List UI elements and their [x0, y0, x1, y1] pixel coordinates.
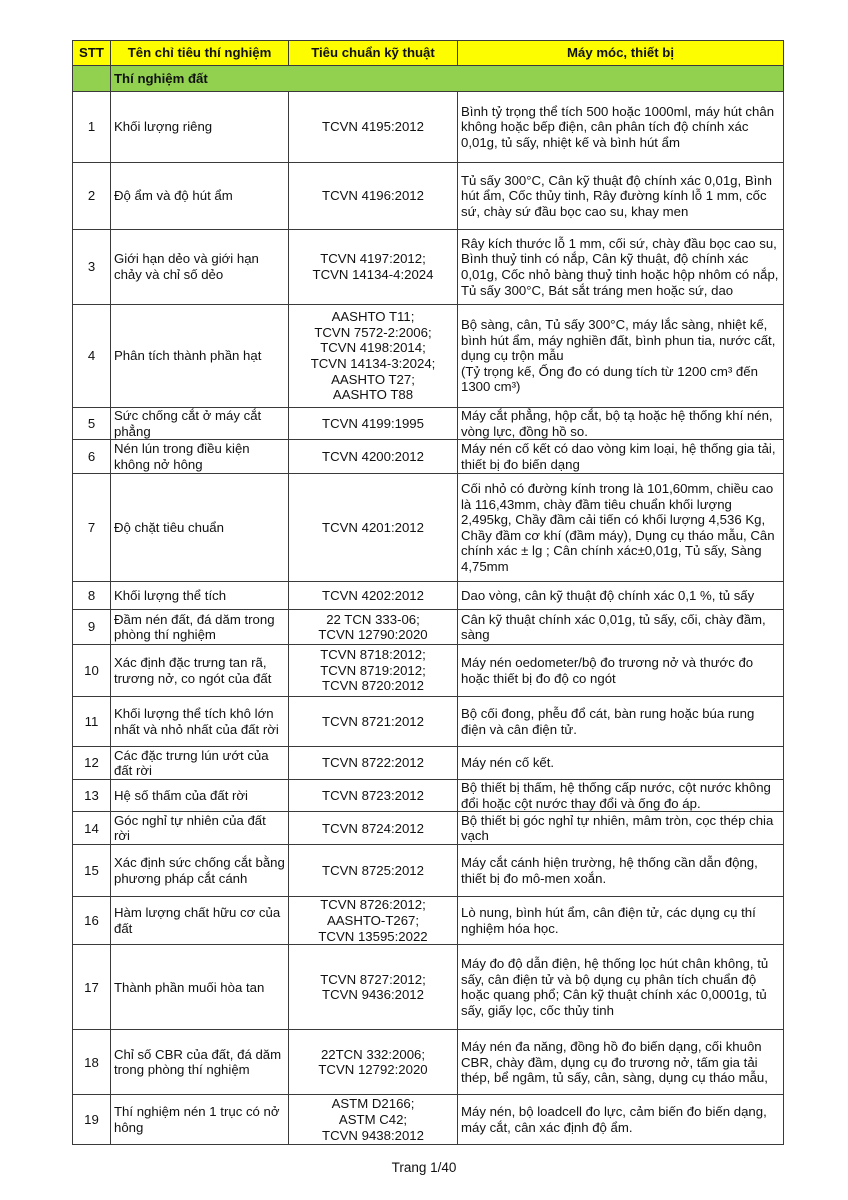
standard-cell: 22 TCN 333-06; TCVN 12790:2020 — [289, 610, 458, 645]
table-row — [73, 812, 784, 845]
test-name-cell: Xác định đặc trưng tan rã, trương nở, co ngót của đất — [111, 645, 289, 697]
equipment-cell: Máy cắt phẳng, hộp cắt, bộ tạ hoặc hệ thống khí nén, vòng lực, đồng hồ so. — [458, 408, 784, 440]
table-row — [73, 697, 784, 747]
standard-cell: TCVN 4199:1995 — [289, 408, 458, 440]
table-row — [73, 408, 784, 440]
table-row — [73, 610, 784, 645]
table-row — [73, 780, 784, 812]
test-name-cell: Xác định sức chống cắt bằng phương pháp cắt cánh — [111, 845, 289, 897]
stt-cell: 9 — [73, 610, 111, 645]
standard-cell: TCVN 8718:2012; TCVN 8719:2012; TCVN 8720:2012 — [289, 645, 458, 697]
table-row — [73, 1095, 784, 1145]
test-name-cell: Sức chống cắt ở máy cắt phẳng — [111, 408, 289, 440]
equipment-cell: Dao vòng, cân kỹ thuật độ chính xác 0,1 %, tủ sấy — [458, 582, 784, 610]
table-row — [73, 897, 784, 945]
standard-cell: 22TCN 332:2006; TCVN 12792:2020 — [289, 1030, 458, 1095]
stt-cell: 17 — [73, 945, 111, 1030]
stt-cell: 19 — [73, 1095, 111, 1145]
standard-cell: ASTM D2166; ASTM C42; TCVN 9438:2012 — [289, 1095, 458, 1145]
test-name-cell: Góc nghỉ tự nhiên của đất rời — [111, 812, 289, 845]
test-name-cell: Độ ẩm và độ hút ẩm — [111, 163, 289, 230]
header-stt: STT — [73, 41, 111, 66]
stt-cell: 3 — [73, 230, 111, 305]
test-name-cell: Khối lượng riêng — [111, 92, 289, 163]
stt-cell: 7 — [73, 474, 111, 582]
equipment-cell: Tủ sấy 300°C, Cân kỹ thuật độ chính xác 0,01g, Bình hút ẩm, Cốc thủy tinh, Rây đường kính lỗ 1 mm, cốc sứ, chày sứ đầu bọc cao su, khay men — [458, 163, 784, 230]
standard-cell: TCVN 8721:2012 — [289, 697, 458, 747]
page-number: Trang 1/40 — [391, 1160, 457, 1175]
test-name-cell: Hệ số thấm của đất rời — [111, 780, 289, 812]
standard-cell: TCVN 4202:2012 — [289, 582, 458, 610]
standard-cell: TCVN 4195:2012 — [289, 92, 458, 163]
test-name-cell: Các đặc trưng lún ướt của đất rời — [111, 747, 289, 780]
equipment-cell: Máy đo độ dẫn điện, hệ thống lọc hút chân không, tủ sấy, cân điện tử và bộ dụng cụ phân tích chuẩn độ hoặc quang phổ; Cân kỹ thuật chính xác 0,0001g, tủ sấy, giấy lọc, cốc thủy tinh — [458, 945, 784, 1030]
stt-cell: 1 — [73, 92, 111, 163]
equipment-cell: Bộ sàng, cân, Tủ sấy 300°C, máy lắc sàng, nhiệt kế, bình hút ẩm, máy nghiền đất, bình phun tia, nước cất, dụng cụ trộn mẫu (Tỷ trọng kế, Ống đo có dung tích từ 1200 cm³ đến 1300 cm³) — [458, 305, 784, 408]
stt-cell: 10 — [73, 645, 111, 697]
equipment-cell: Bình tỷ trọng thể tích 500 hoặc 1000ml, máy hút chân không hoặc bếp điện, cân phân tích độ chính xác 0,01g, tủ sấy, nhiệt kế và bình hút ẩm — [458, 92, 784, 163]
table-row — [73, 845, 784, 897]
standard-cell: AASHTO T11; TCVN 7572-2:2006; TCVN 4198:2014; TCVN 14134-3:2024; AASHTO T27; AASHTO T88 — [289, 305, 458, 408]
test-name-cell: Khối lượng thể tích khô lớn nhất và nhỏ nhất của đất rời — [111, 697, 289, 747]
test-name-cell: Khối lượng thể tích — [111, 582, 289, 610]
stt-cell: 15 — [73, 845, 111, 897]
equipment-cell: Máy nén cố kết có dao vòng kim loại, hệ thống gia tải, thiết bị đo biến dạng — [458, 440, 784, 474]
table-row — [73, 474, 784, 582]
standard-cell: TCVN 8723:2012 — [289, 780, 458, 812]
section-row — [73, 66, 784, 92]
table-row — [73, 645, 784, 697]
standard-cell: TCVN 8725:2012 — [289, 845, 458, 897]
stt-cell: 6 — [73, 440, 111, 474]
equipment-cell: Bộ thiết bị góc nghỉ tự nhiên, mâm tròn, cọc thép chia vạch — [458, 812, 784, 845]
standard-cell: TCVN 4200:2012 — [289, 440, 458, 474]
stt-cell: 5 — [73, 408, 111, 440]
stt-cell: 2 — [73, 163, 111, 230]
stt-cell: 16 — [73, 897, 111, 945]
test-name-cell: Chỉ số CBR của đất, đá dăm trong phòng thí nghiệm — [111, 1030, 289, 1095]
test-name-cell: Giới hạn dẻo và giới hạn chảy và chỉ số dẻo — [111, 230, 289, 305]
stt-cell: 8 — [73, 582, 111, 610]
equipment-cell: Cối nhỏ có đường kính trong là 101,60mm, chiều cao là 116,43mm, chày đầm tiêu chuẩn khối lượng 2,495kg, Chầy đầm cải tiến có khối lượng 4,536 Kg, Chầy đầm cơ khí (đầm máy), Dụng cụ tháo mẫu, Cân chính xác ± lg ; Cân chính xác±0,01g, Tủ sấy, Sàng 4,75mm — [458, 474, 784, 582]
standard-cell: TCVN 4201:2012 — [289, 474, 458, 582]
standard-cell: TCVN 8727:2012; TCVN 9436:2012 — [289, 945, 458, 1030]
table-row — [73, 1030, 784, 1095]
standard-cell: TCVN 8724:2012 — [289, 812, 458, 845]
table-row — [73, 945, 784, 1030]
table-header-row — [73, 41, 784, 66]
stt-cell: 12 — [73, 747, 111, 780]
section-stt-cell — [73, 66, 111, 92]
standard-cell: TCVN 4196:2012 — [289, 163, 458, 230]
section-title: Thí nghiệm đất — [111, 66, 784, 92]
test-name-cell: Nén lún trong điều kiện không nở hông — [111, 440, 289, 474]
standard-cell: TCVN 8722:2012 — [289, 747, 458, 780]
equipment-cell: Bộ thiết bị thấm, hệ thống cấp nước, cột nước không đổi hoặc cột nước thay đổi và ống đo áp. — [458, 780, 784, 812]
table-row — [73, 582, 784, 610]
equipment-cell: Rây kích thước lỗ 1 mm, cối sứ, chày đầu bọc cao su, Bình thuỷ tinh có nắp, Cân kỹ thuật, độ chính xác 0,01g, Cốc nhỏ bàng thuỷ tinh hoặc hộp nhôm có nắp, Tủ sấy 300°C, Bát sắt tráng men hoặc sứ, dao — [458, 230, 784, 305]
equipment-cell: Lò nung, bình hút ẩm, cân điện tử, các dụng cụ thí nghiệm hóa học. — [458, 897, 784, 945]
stt-cell: 13 — [73, 780, 111, 812]
table-row — [73, 440, 784, 474]
test-name-cell: Hàm lượng chất hữu cơ của đất — [111, 897, 289, 945]
table-row — [73, 305, 784, 408]
equipment-cell: Máy cắt cánh hiện trường, hệ thống cần dẫn động, thiết bị đo mô-men xoắn. — [458, 845, 784, 897]
table-row — [73, 230, 784, 305]
test-name-cell: Thí nghiệm nén 1 trục có nở hông — [111, 1095, 289, 1145]
test-name-cell: Độ chặt tiêu chuẩn — [111, 474, 289, 582]
test-name-cell: Đầm nén đất, đá dăm trong phòng thí nghiệm — [111, 610, 289, 645]
stt-cell: 4 — [73, 305, 111, 408]
standard-cell: TCVN 8726:2012; AASHTO-T267; TCVN 13595:2022 — [289, 897, 458, 945]
table-row — [73, 92, 784, 163]
test-name-cell: Thành phần muối hòa tan — [111, 945, 289, 1030]
header-equipment: Máy móc, thiết bị — [458, 41, 784, 66]
equipment-cell: Bộ cối đong, phễu đổ cát, bàn rung hoặc búa rung điện và cân điện tử. — [458, 697, 784, 747]
table-row — [73, 747, 784, 780]
header-standard: Tiêu chuẩn kỹ thuật — [289, 41, 458, 66]
equipment-cell: Cân kỹ thuật chính xác 0,01g, tủ sấy, cối, chày đầm, sàng — [458, 610, 784, 645]
equipment-cell: Máy nén oedometer/bộ đo trương nở và thước đo hoặc thiết bị đo độ co ngót — [458, 645, 784, 697]
stt-cell: 18 — [73, 1030, 111, 1095]
standard-cell: TCVN 4197:2012; TCVN 14134-4:2024 — [289, 230, 458, 305]
stt-cell: 11 — [73, 697, 111, 747]
equipment-cell: Máy nén cố kết. — [458, 747, 784, 780]
equipment-cell: Máy nén, bộ loadcell đo lực, cảm biến đo biến dạng, máy cắt, cân xác định độ ẩm. — [458, 1095, 784, 1145]
test-standards-table — [72, 40, 784, 1145]
table-row — [73, 163, 784, 230]
test-name-cell: Phân tích thành phần hạt — [111, 305, 289, 408]
stt-cell: 14 — [73, 812, 111, 845]
header-test-name: Tên chỉ tiêu thí nghiệm — [111, 41, 289, 66]
equipment-cell: Máy nén đa năng, đồng hồ đo biến dạng, cối khuôn CBR, chày đầm, dụng cụ đo trương nở, tấm gia tải thép, bể ngâm, tủ sấy, cân, sàng, dụng cụ tháo mẫu, — [458, 1030, 784, 1095]
